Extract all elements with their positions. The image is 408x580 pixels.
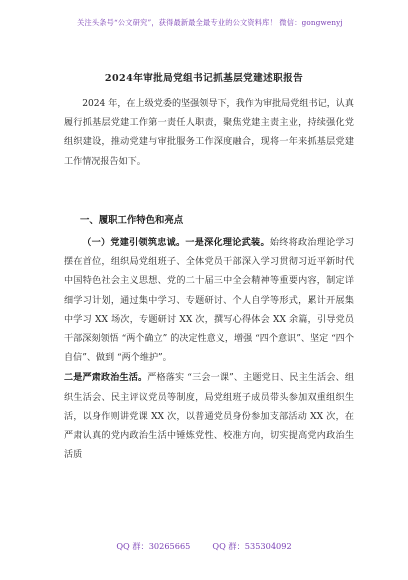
header-banner: 关注头条号“公文研究”，获得最新最全最专业的公文资料库！ 微信：gongwenyj — [77, 18, 343, 27]
paragraph-one — [64, 233, 354, 368]
body-paragraph-block — [64, 233, 354, 465]
intro-paragraph: 2024 年，在上级党委的坚强领导下，我作为审批局党组书记，认真履行抓基层党建工作第一责任人职责，聚焦党建主责主业，持续强化党组织建设，推动党建与审批服务工作深度融合，现将一年来抓基层党建工作情况报告如下。 — [64, 99, 354, 167]
section-heading: 一、履职工作特色和亮点 — [80, 215, 184, 226]
paragraph-one-lead: （一）党建引领筑忠诚。一是深化理论武装。 — [82, 237, 270, 248]
paragraph-two-lead: 二是严肃政治生活。 — [64, 372, 148, 384]
document-title: 2024年审批局党组书记抓基层党建述职报告 — [104, 73, 304, 84]
paragraph-two-body: 严格落实 “三会一课”、主题党日、民主生活会、组织生活会、民主评议党员等制度，局党组班子成员带头参加双重组织生活，以身作则讲党课 XX 次，以普通党员身份参加支部活动 XX 次，在严肃认真的党内政治生活中锤炼党性、校准方向，切实提高党内政治生活质 — [64, 373, 354, 461]
footer-qq-group-1: QQ 群：30265665 — [116, 541, 191, 551]
paragraph-two — [64, 368, 354, 465]
footer-contact — [0, 541, 408, 552]
footer-qq-group-2: QQ 群：535304092 — [212, 541, 292, 551]
paragraph-one-body: 始终将政治理论学习摆在首位，组织局党组班子、全体党员干部深入学习贯彻习近平新时代中国特色社会主义思想、党的二十届三中全会精神等重要内容，制定详细学习计划，通过集中学习、专题研讨、个人自学等形式，累计开展集中学习 XX 场次，专题研讨 XX 次，撰写心得体会 XX 余篇，引导党员干部深刻领悟 “两个确立” 的决定性意义，增强 “四个意识”、坚定 “四个自信”、做到 “两个维护”。 — [64, 238, 354, 364]
intro-paragraph-block — [64, 95, 354, 172]
